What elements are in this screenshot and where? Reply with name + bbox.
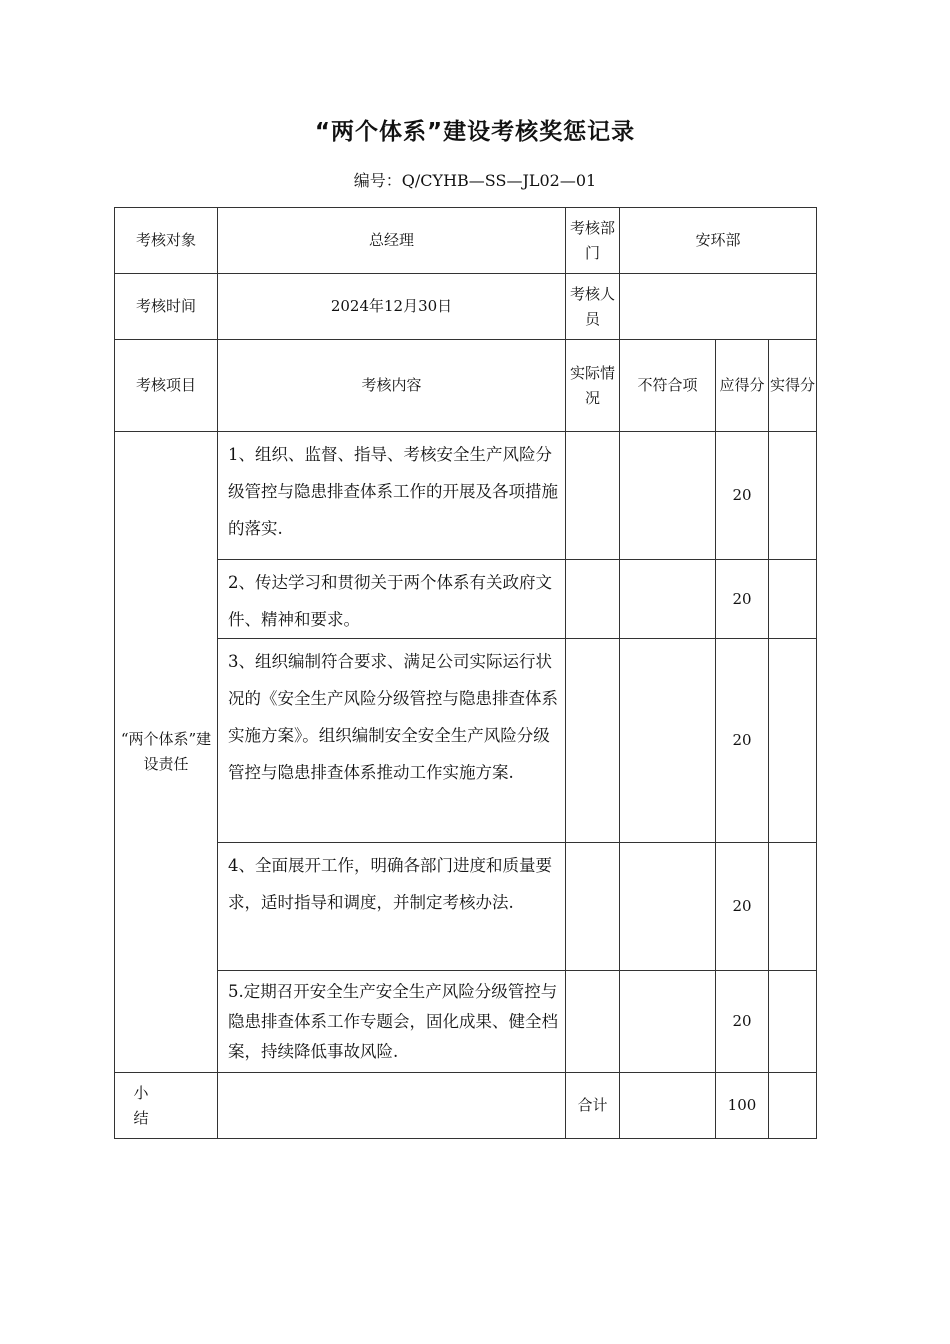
group-label: “两个体系”建设责任 xyxy=(115,432,218,1073)
header-row-time xyxy=(115,274,817,340)
dept-label: 考核部门 xyxy=(566,208,620,274)
col-item: 考核项目 xyxy=(115,340,218,432)
target-value: 总经理 xyxy=(218,208,566,274)
assessor-value xyxy=(620,274,817,340)
col-actual: 实际情况 xyxy=(566,340,620,432)
row-nonconform xyxy=(620,843,716,971)
row-actual xyxy=(566,560,620,639)
col-due-score: 应得分 xyxy=(716,340,769,432)
row-due-score: 20 xyxy=(716,971,769,1073)
assessor-label: 考核人员 xyxy=(566,274,620,340)
row-nonconform xyxy=(620,639,716,843)
row-due-score: 20 xyxy=(716,432,769,560)
summary-value xyxy=(218,1073,566,1139)
row-nonconform xyxy=(620,971,716,1073)
table-row xyxy=(115,639,817,843)
table-row xyxy=(115,971,817,1073)
row-content: 1、组织、监督、指导、考核安全生产风险分级管控与隐患排查体系工作的开展及各项措施的落实. xyxy=(218,432,566,560)
row-content: 2、传达学习和贯彻关于两个体系有关政府文件、精神和要求。 xyxy=(218,560,566,639)
document-title: “两个体系”建设考核奖惩记录 xyxy=(314,119,636,145)
col-got-score: 实得分 xyxy=(769,340,817,432)
row-nonconform xyxy=(620,560,716,639)
time-value: 2024年12月30日 xyxy=(218,274,566,340)
row-actual xyxy=(566,971,620,1073)
row-got-score xyxy=(769,971,817,1073)
total-got-score xyxy=(769,1073,817,1139)
total-nonconform xyxy=(620,1073,716,1139)
row-due-score: 20 xyxy=(716,843,769,971)
row-actual xyxy=(566,843,620,971)
col-content: 考核内容 xyxy=(218,340,566,432)
row-due-score: 20 xyxy=(716,639,769,843)
target-label: 考核对象 xyxy=(115,208,218,274)
total-label: 合计 xyxy=(566,1073,620,1139)
row-nonconform xyxy=(620,432,716,560)
dept-value: 安环部 xyxy=(620,208,817,274)
row-actual xyxy=(566,432,620,560)
header-row-target xyxy=(115,208,817,274)
table-row xyxy=(115,560,817,639)
assessment-table xyxy=(114,207,817,1139)
total-due-score: 100 xyxy=(716,1073,769,1139)
document-code: 编号：Q/CYHB—SS—JL02—01 xyxy=(353,171,597,190)
summary-row xyxy=(115,1073,817,1139)
summary-label: 小结 xyxy=(115,1073,218,1139)
row-got-score xyxy=(769,432,817,560)
row-got-score xyxy=(769,560,817,639)
row-content: 3、组织编制符合要求、满足公司实际运行状况的《安全生产风险分级管控与隐患排查体系实施方案》。组织编制安全安全生产风险分级管控与隐患排查体系推动工作实施方案. xyxy=(218,639,566,843)
column-header-row xyxy=(115,340,817,432)
table-row xyxy=(115,843,817,971)
table-row xyxy=(115,432,817,560)
time-label: 考核时间 xyxy=(115,274,218,340)
row-due-score: 20 xyxy=(716,560,769,639)
col-nonconform: 不符合项 xyxy=(620,340,716,432)
row-actual xyxy=(566,639,620,843)
row-content: 4、全面展开工作，明确各部门进度和质量要求，适时指导和调度，并制定考核办法. xyxy=(218,843,566,971)
row-got-score xyxy=(769,843,817,971)
row-content: 5.定期召开安全生产安全生产风险分级管控与隐患排查体系工作专题会，固化成果、健全档案，持续降低事故风险. xyxy=(218,971,566,1073)
row-got-score xyxy=(769,639,817,843)
